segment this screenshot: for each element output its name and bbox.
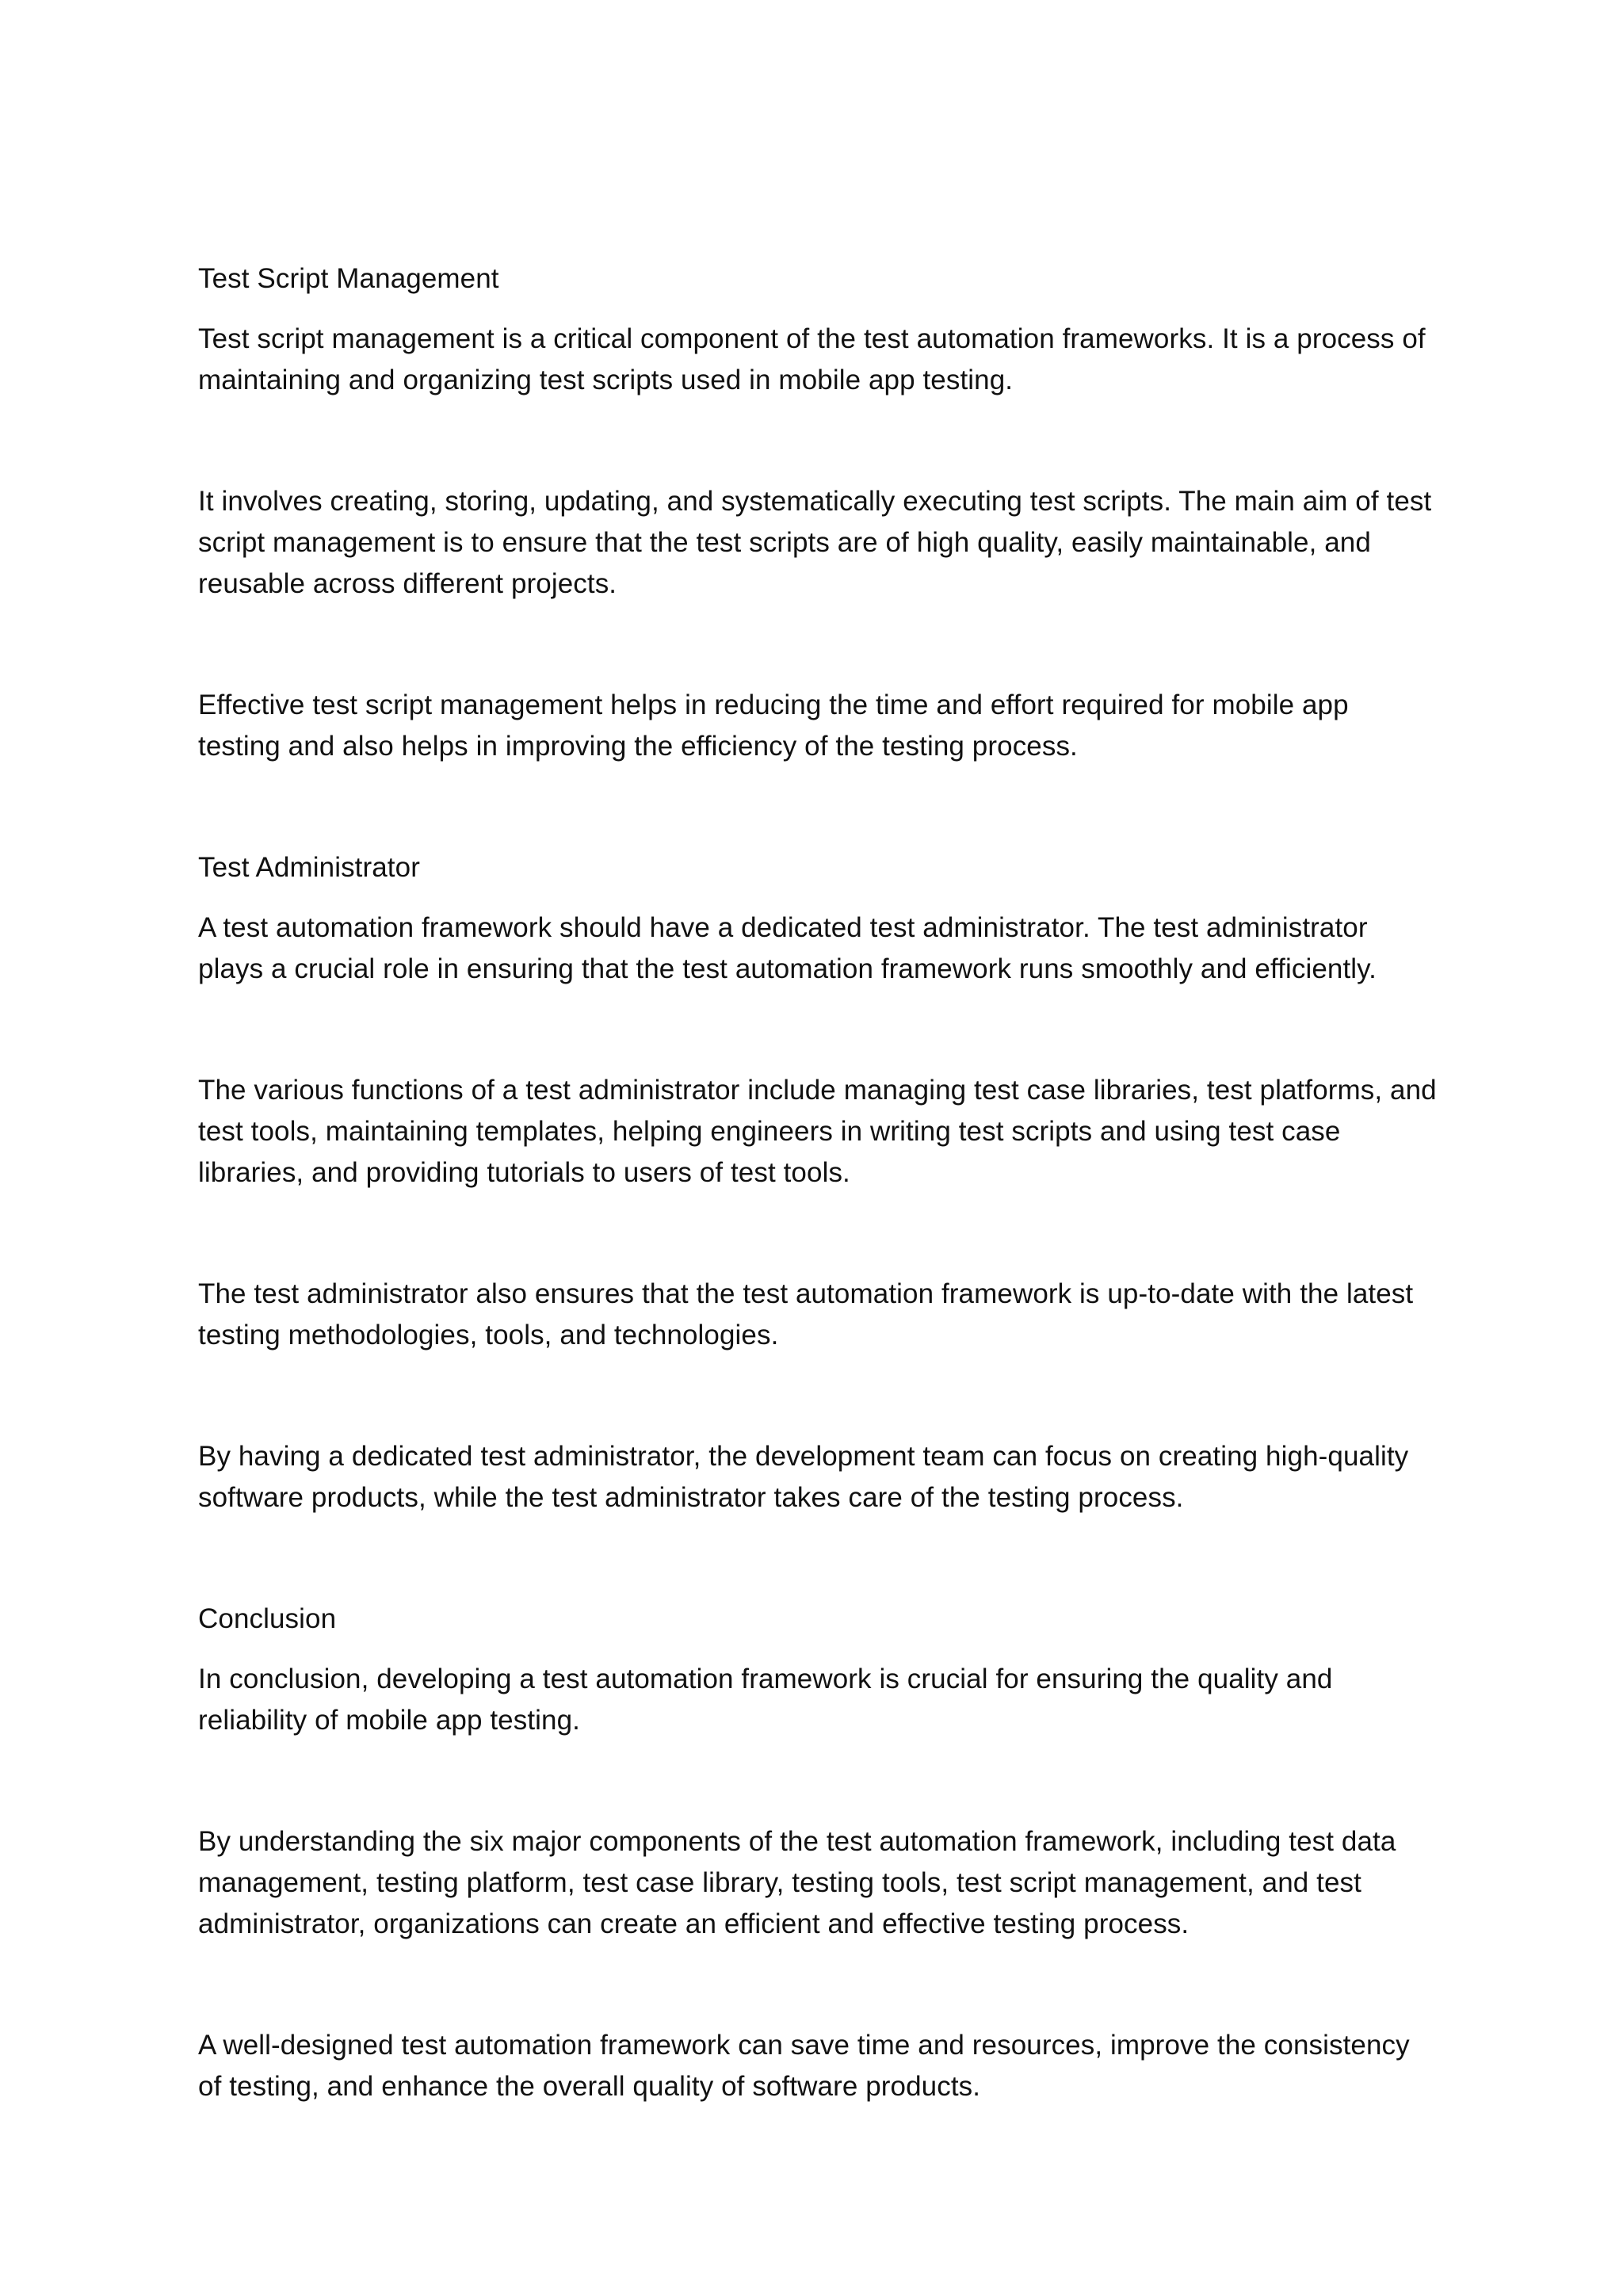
paragraph-line: software products, while the test administrator takes care of the testing process.: [198, 1482, 1184, 1513]
paragraph-line: testing and also helps in improving the efficiency of the testing process.: [198, 731, 1078, 762]
heading-text: Conclusion: [198, 1603, 337, 1634]
section-heading-conclusion: [198, 1599, 1434, 1640]
paragraph-line: A test automation framework should have a dedicated test administrator. The test administrator: [198, 912, 1368, 943]
paragraph: [198, 1436, 1434, 1519]
paragraph: [198, 2025, 1434, 2107]
paragraph-line: plays a crucial role in ensuring that the test automation framework runs smoothly and efficiently.: [198, 953, 1377, 984]
paragraph-line: By understanding the six major components of the test automation framework, including test data: [198, 1826, 1396, 1857]
paragraph-line: By having a dedicated test administrator, the development team can focus on creating high-quality: [198, 1441, 1409, 1472]
paragraph: [198, 319, 1434, 401]
paragraph-line: reusable across different projects.: [198, 568, 617, 599]
heading-text: Test Script Management: [198, 263, 499, 294]
paragraph: [198, 907, 1434, 990]
paragraph-line: In conclusion, developing a test automation framework is crucial for ensuring the quality and: [198, 1664, 1333, 1694]
paragraph-line: administrator, organizations can create an efficient and effective testing process.: [198, 1908, 1190, 1939]
paragraph-line: script management is to ensure that the test scripts are of high quality, easily maintainable, and: [198, 527, 1371, 558]
paragraph-line: libraries, and providing tutorials to users of test tools.: [198, 1157, 850, 1188]
paragraph-line: management, testing platform, test case library, testing tools, test script management, and test: [198, 1867, 1361, 1898]
paragraph-line: It involves creating, storing, updating, and systematically executing test scripts. The main aim of test: [198, 486, 1432, 517]
heading-text: Test Administrator: [198, 852, 420, 883]
paragraph: [198, 1274, 1434, 1356]
paragraph: [198, 685, 1434, 767]
paragraph: [198, 1659, 1434, 1741]
paragraph-line: of testing, and enhance the overall quality of software products.: [198, 2071, 981, 2102]
paragraph: [198, 481, 1434, 605]
section-heading-test-administrator: [198, 847, 1434, 888]
paragraph: [198, 1070, 1437, 1194]
paragraph-line: testing methodologies, tools, and technologies.: [198, 1320, 779, 1350]
paragraph-line: test tools, maintaining templates, helping engineers in writing test scripts and using test case: [198, 1116, 1341, 1147]
paragraph-line: A well-designed test automation framework can save time and resources, improve the consistency: [198, 2030, 1410, 2061]
paragraph-line: The various functions of a test administrator include managing test case libraries, test platforms, and: [198, 1075, 1437, 1106]
paragraph-line: The test administrator also ensures that the test automation framework is up-to-date with the latest: [198, 1278, 1414, 1309]
paragraph-line: maintaining and organizing test scripts used in mobile app testing.: [198, 365, 1014, 395]
paragraph-line: Test script management is a critical component of the test automation frameworks. It is a process of: [198, 323, 1426, 354]
section-heading-test-script-management: [198, 258, 1434, 300]
paragraph: [198, 1821, 1434, 1945]
paragraph-line: reliability of mobile app testing.: [198, 1705, 580, 1736]
paragraph-line: Effective test script management helps in reducing the time and effort required for mobile app: [198, 690, 1349, 720]
document-body: [198, 258, 1437, 2107]
